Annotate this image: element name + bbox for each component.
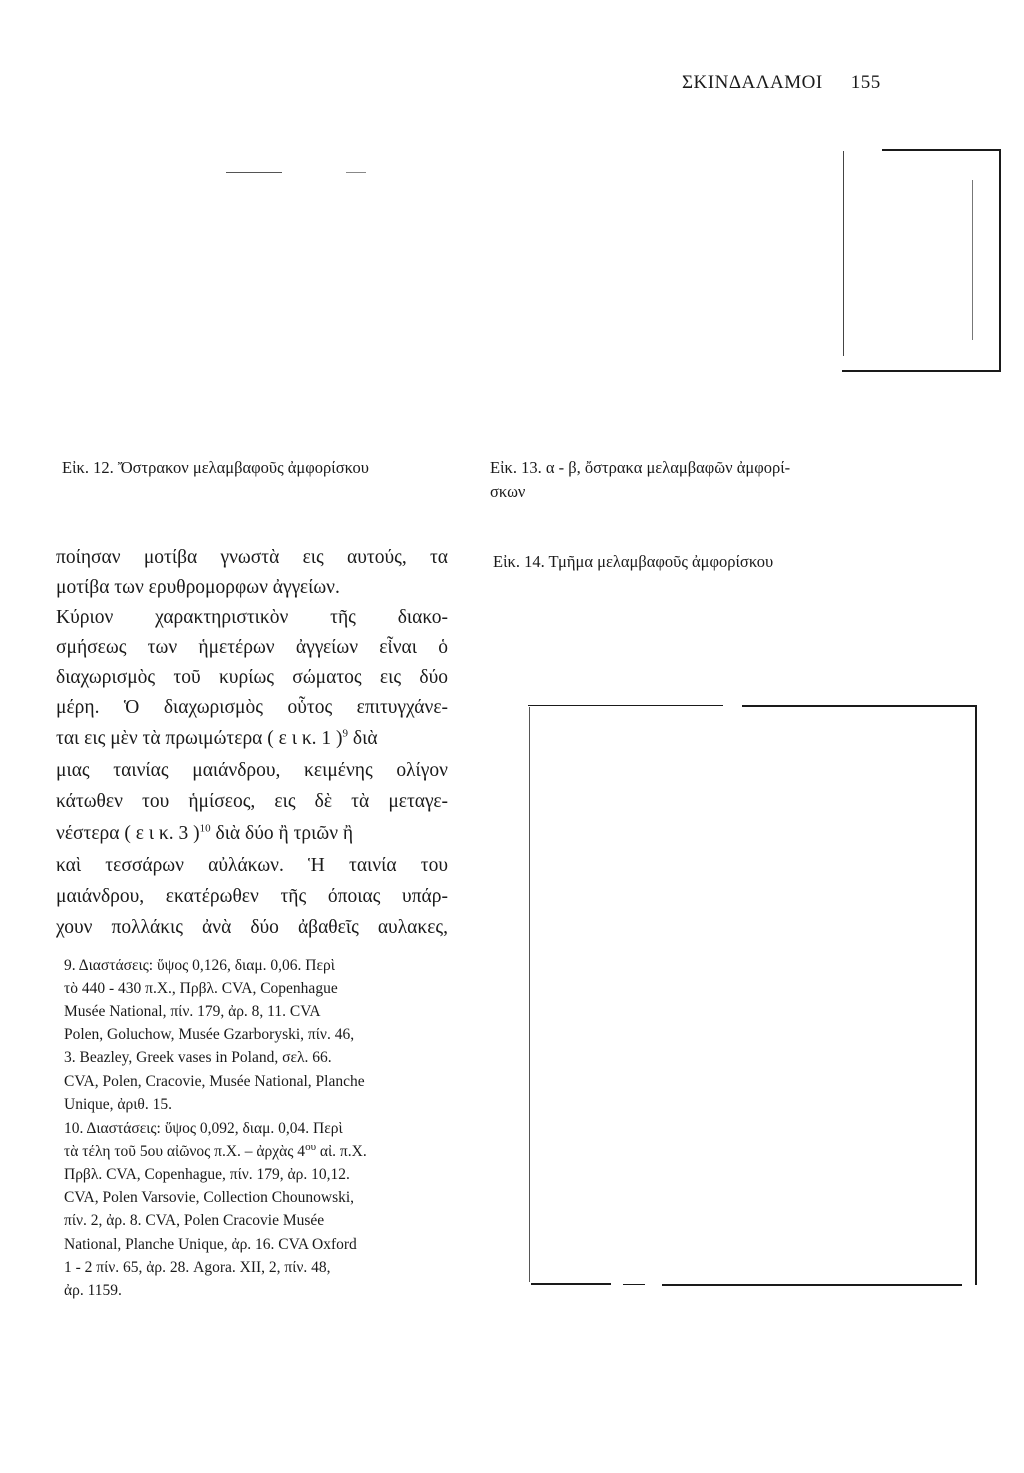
fig12-caption: Εἰκ. 12. Ὄστρακον μελαμβαφοῦς ἀμφορίσκου (62, 458, 369, 477)
footnote-line: 10. Διαστάσεις: ὕψος 0,092, διαμ. 0,04. Περὶ (64, 1120, 343, 1137)
body-line (56, 723, 448, 755)
body-line: ποίησαν μοτίβα γνωστὰ εις αυτούς, τα (56, 547, 448, 568)
body-line: χουν πολλάκις ἀνὰ δύο ἀβαθεῖς αυλακες, (56, 917, 448, 938)
footnote-line: πίν. 2, ἀρ. 8. CVA, Polen Cracovie Musée (64, 1212, 325, 1229)
body-line: διαχωρισμὸς τοῦ κυρίως σώματος εις δύο (56, 667, 448, 688)
footnote-line: National, Planche Unique, ἀρ. 16. CVA Oxford (64, 1236, 357, 1253)
footnote-line: ἀρ. 1159. (64, 1282, 122, 1299)
fig14-caption: Εἰκ. 14. Τμῆμα μελαμβαφοῦς ἀμφορίσκου (493, 552, 774, 571)
footnote-ref-9: 9 (342, 727, 349, 740)
footnote-line: Unique, ἀριθ. 15. (64, 1096, 172, 1113)
body-line: μιας ταινίας μαιάνδρου, κειμένης ολίγον (56, 760, 448, 781)
footnote-line: τὸ 440 - 430 π.Χ., Πρβλ. CVA, Copenhague (64, 980, 338, 997)
body-line-text: διὰ (348, 728, 378, 749)
fig13-caption-continued: σκων (490, 482, 526, 501)
fig12-frame-fragment (226, 172, 282, 173)
footnote-line: Πρβλ. CVA, Copenhague, πίν. 179, ἀρ. 10,12. (64, 1166, 350, 1183)
page-number: 155 (850, 72, 881, 93)
fig12-frame-fragment (346, 172, 366, 173)
footnote-line (64, 1142, 367, 1161)
footnote-line: CVA, Polen Varsovie, Collection Chounowski, (64, 1189, 355, 1206)
footnote-line: CVA, Polen, Cracovie, Musée National, Planche (64, 1073, 365, 1090)
running-head (682, 72, 881, 94)
body-line: καὶ τεσσάρων αὐλάκων. Ἡ ταινία του (56, 855, 448, 876)
superscript-ou: ου (305, 1140, 317, 1153)
body-line: μοτίβα των ερυθρομορφων ἀγγείων. (56, 577, 340, 598)
body-line (56, 818, 448, 850)
footnote-line: 1 - 2 πίν. 65, ἀρ. 28. Agora. XII, 2, πίν. 48, (64, 1259, 331, 1276)
body-line: σμήσεως των ἡμετέρων ἀγγείων εἶναι ὁ (56, 637, 448, 658)
footnote-text: τὰ τέλη τοῦ 5ου αἰῶνος π.Χ. – ἀρχὰς 4 (64, 1143, 306, 1160)
body-line: μαιάνδρου, εκατέρωθεν τῆς όποιας υπάρ- (56, 886, 448, 907)
footnote-line: 9. Διαστάσεις: ὕψος 0,126, διαμ. 0,06. Περὶ (64, 957, 335, 974)
journal-title: ΣΚΙΝΔΑΛΑΜΟΙ (682, 72, 823, 93)
fig13-caption: Εἰκ. 13. α - β, ὄστρακα μελαμβαφῶν ἀμφορί- (490, 458, 791, 477)
footnote-line: 3. Beazley, Greek vases in Poland, σελ. 66. (64, 1049, 332, 1066)
footnote-text: αἰ. π.Χ. (316, 1143, 367, 1160)
body-line-text: νέστερα ( ε ι κ. 3 ) (56, 823, 200, 844)
footnote-ref-10: 10 (199, 822, 211, 835)
body-line: κάτωθεν του ἡμίσεος, εις δὲ τὰ μεταγε- (56, 791, 448, 812)
body-line: Κύριον χαρακτηριστικὸν τῆς διακο- (56, 607, 448, 628)
footnote-line: Musée National, πίν. 179, ἀρ. 8, 11. CVA (64, 1003, 321, 1020)
body-line: μέρη. Ὁ διαχωρισμὸς οὗτος επιτυγχάνε- (56, 697, 448, 718)
footnote-line: Polen, Goluchow, Musée Gzarboryski, πίν. 46, (64, 1026, 355, 1043)
body-line-text: ται εις μὲν τὰ πρωιμώτερα ( ε ι κ. 1 ) (56, 728, 343, 749)
body-line-text: διὰ δύο ἢ τριῶν ἢ (210, 823, 354, 844)
